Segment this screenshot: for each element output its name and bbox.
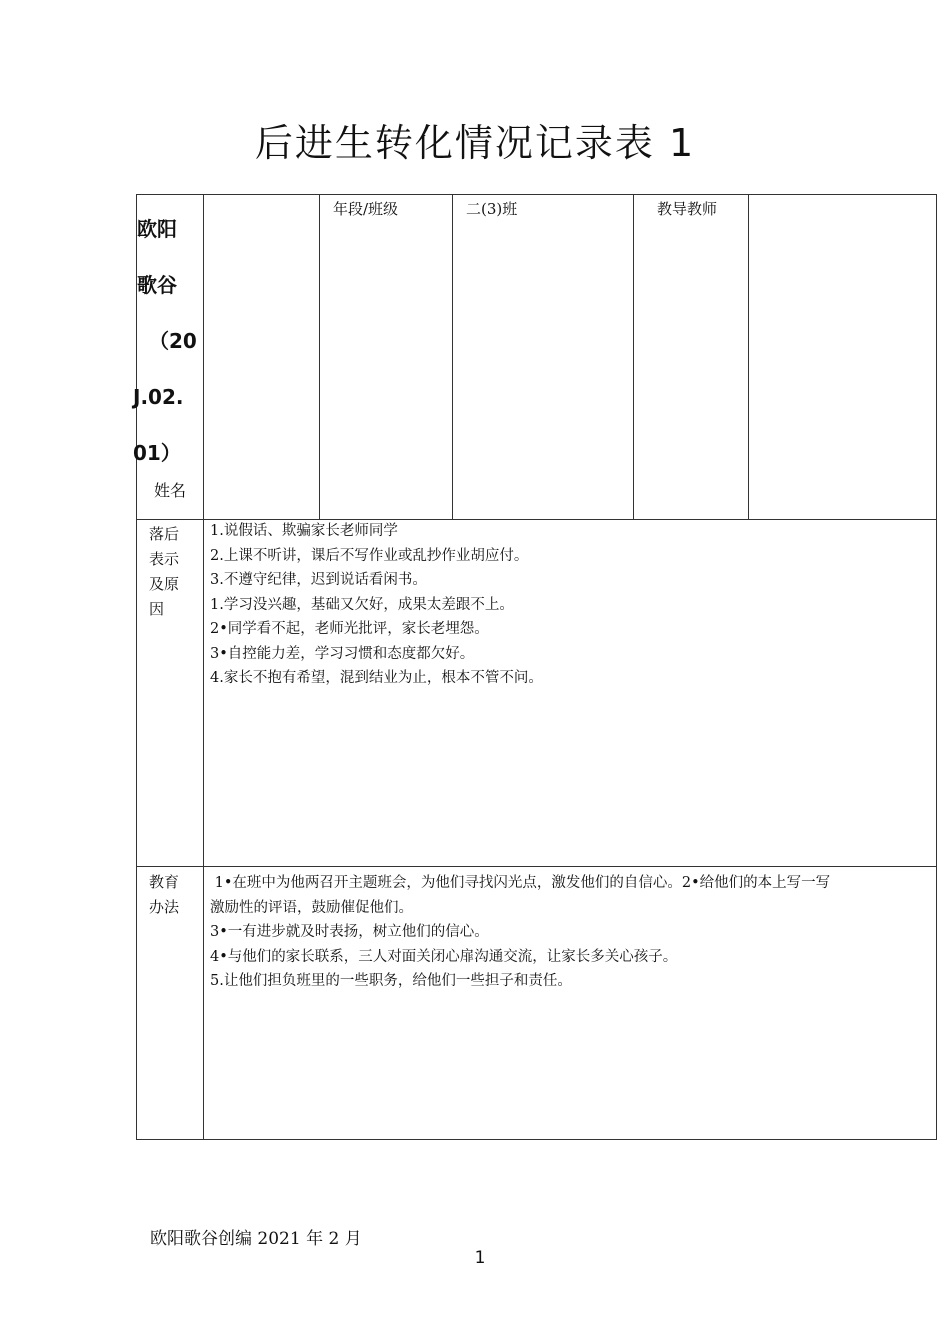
author-line: J.02. [133,385,184,409]
list-item: 1.学习没兴趣，基础又欠好，成果太差跟不上。 [210,596,514,613]
list-item: 3•自控能力差，学习习惯和态度都欠好。 [210,645,475,662]
grade-label: 年段/班级 [333,200,399,218]
list-item: 1•在班中为他两召开主题班会，为他们寻找闪光点，激发他们的自信心。2•给他们的本上写一写 [210,875,831,891]
table-right-border [936,194,937,1140]
method-label: 教育办法 [149,873,180,916]
table-col-divider [203,194,204,1140]
list-item: 4.家长不抱有希望，混到结业为止，根本不管不问。 [210,670,543,686]
list-item: 3.不遵守纪律，迟到说话看闲书。 [210,572,427,588]
table-col-divider [452,194,453,520]
author-line: （20 [149,329,197,353]
method-list [210,871,930,994]
author-line: 欧阳 [137,217,177,241]
author-stamp [133,214,203,494]
grade-value: 二(3)班 [466,200,518,218]
table-col-divider [633,194,634,520]
list-item: 激励性的评语，鼓励催促他们。 [210,899,413,916]
page-number: 1 [474,1248,486,1268]
author-line: 歌谷 [137,273,177,297]
teacher-label: 教导教师 [657,200,718,218]
list-item: 1.说假话、欺骗家长老师同学 [210,523,398,539]
author-line: 01） [133,441,181,465]
footer-credit: 欧阳歌谷创编 2021 年 2 月 [150,1229,362,1249]
list-item: 4•与他们的家长联系，三人对面关闭心扉沟通交流，让家长多关心孩子。 [210,948,678,965]
list-item: 2.上课不听讲，课后不写作业或乱抄作业胡应付。 [210,547,529,564]
table-row-divider [136,866,937,867]
table-bottom-border [136,1139,937,1140]
table-col-divider [748,194,749,520]
list-item: 5.让他们担负班里的一些职务，给他们一些担子和责任。 [210,973,572,989]
list-item: 2•同学看不起，老师光批评，家长老埋怨。 [210,621,489,637]
table-top-border [136,194,937,195]
table-col-divider [319,194,320,520]
behind-label: 落后表示及原因 [149,525,180,618]
name-label: 姓名 [154,481,187,500]
page-title: 后进生转化情况记录表 1 [254,121,696,165]
behind-reasons [210,519,930,691]
list-item: 3•一有进步就及时表扬，树立他们的信心。 [210,924,489,940]
